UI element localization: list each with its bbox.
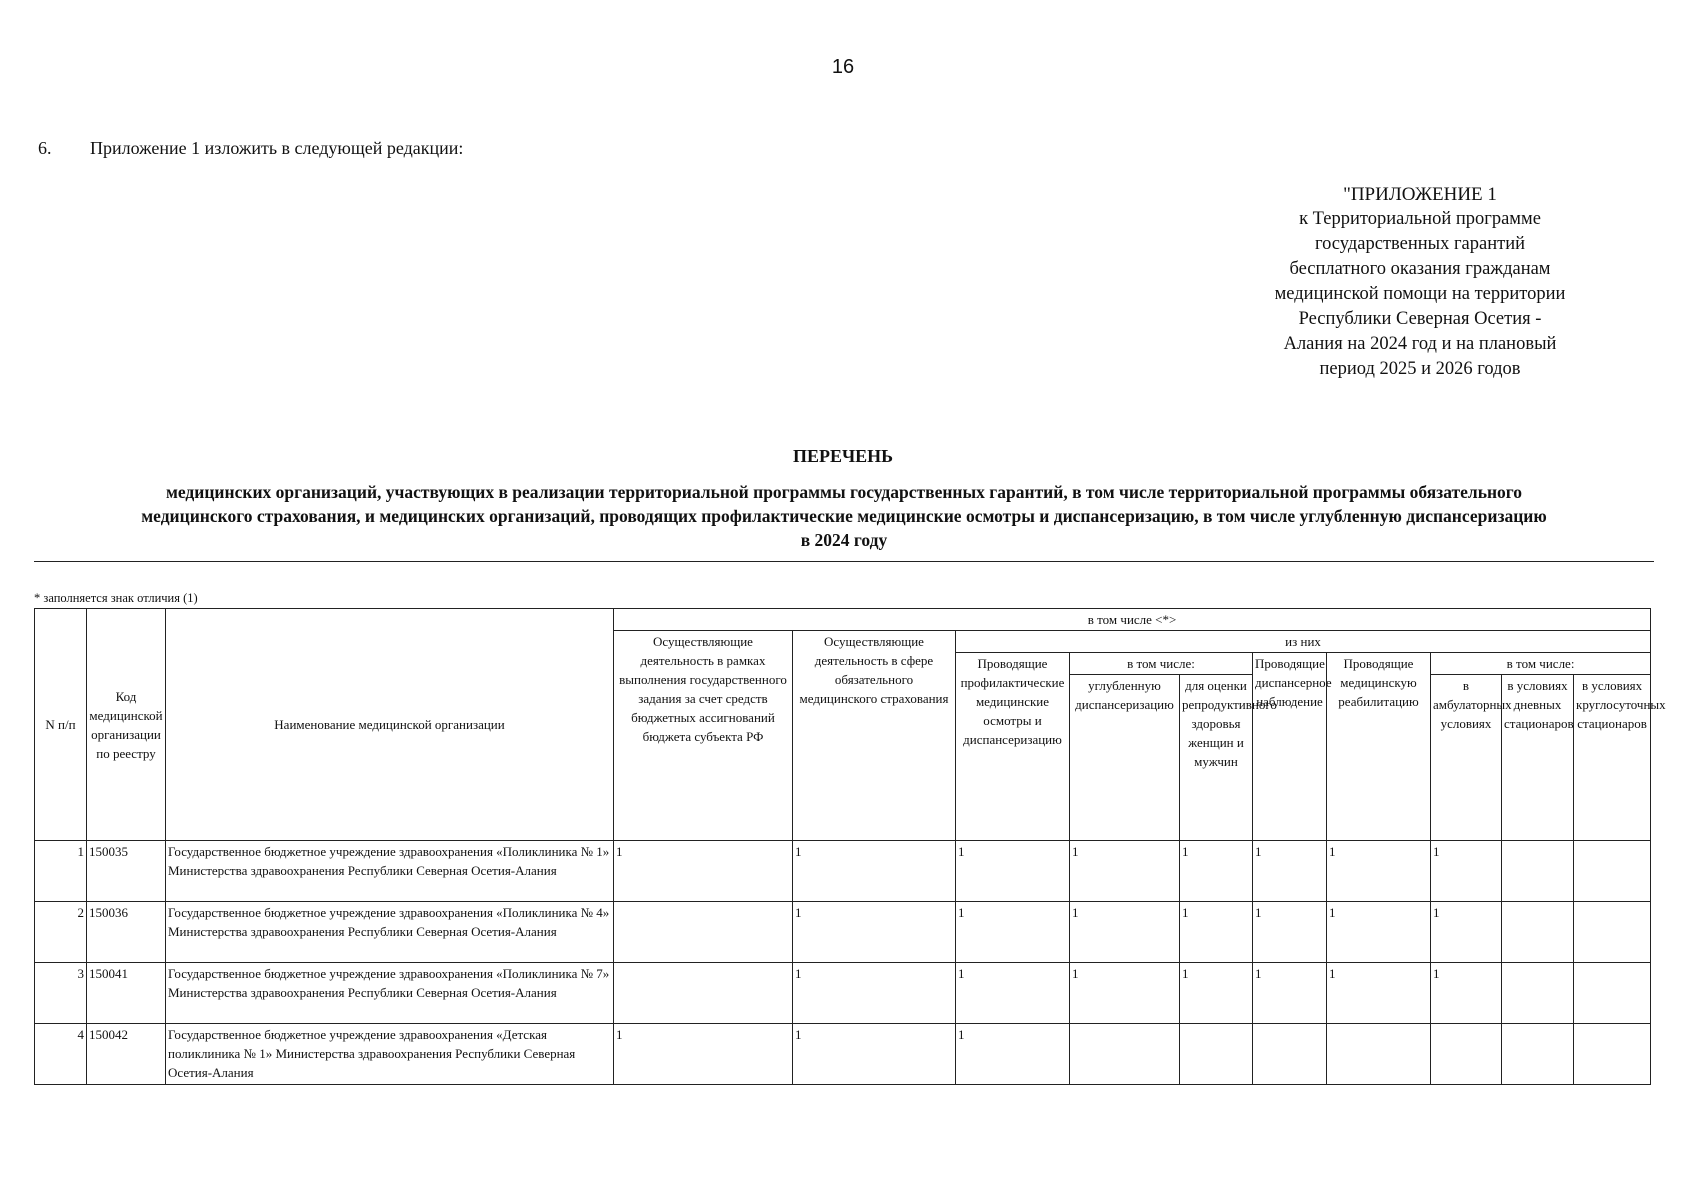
row-deep: 1 xyxy=(1070,841,1180,902)
row-budget: 1 xyxy=(614,1024,793,1085)
table-row xyxy=(35,963,1651,1024)
appendix-line: медицинской помощи на территории xyxy=(1274,284,1566,304)
header-ambul: в амбулаторных условиях xyxy=(1431,675,1502,841)
header-incl-b: в том числе: xyxy=(1431,653,1651,675)
row-round xyxy=(1574,841,1651,902)
row-deep: 1 xyxy=(1070,902,1180,963)
subtitle-line: медицинских организаций, участвующих в реализации территориальной программы государственных гарантий, в том числе территориальной программы обязательного xyxy=(165,482,1523,502)
divider xyxy=(34,561,1654,562)
subtitle-line: медицинского страхования, и медицинских организаций, проводящих профилактические медицинские осмотры и диспансеризацию, в том числе углубленную диспансеризацию xyxy=(141,506,1547,526)
row-repro: 1 xyxy=(1180,902,1253,963)
row-rehab: 1 xyxy=(1327,841,1431,902)
instruction xyxy=(38,138,463,159)
list-title: ПЕРЕЧЕНЬ xyxy=(792,446,894,466)
header-day: в условиях дневных стационаров xyxy=(1502,675,1574,841)
appendix-heading: "ПРИЛОЖЕНИЕ 1 xyxy=(1343,184,1497,205)
row-ambul: 1 xyxy=(1431,963,1502,1024)
row-prof: 1 xyxy=(956,963,1070,1024)
row-rehab: 1 xyxy=(1327,902,1431,963)
row-oms: 1 xyxy=(793,902,956,963)
row-repro xyxy=(1180,1024,1253,1085)
footnote: * заполняется знак отличия (1) xyxy=(34,591,198,605)
row-num: 4 xyxy=(35,1024,87,1085)
row-disp-obs: 1 xyxy=(1253,841,1327,902)
row-ambul: 1 xyxy=(1431,902,1502,963)
row-num: 3 xyxy=(35,963,87,1024)
row-ambul xyxy=(1431,1024,1502,1085)
row-day xyxy=(1502,1024,1574,1085)
row-oms: 1 xyxy=(793,963,956,1024)
header-of-them: из них xyxy=(956,631,1651,653)
list-subtitle xyxy=(34,480,1654,552)
row-budget xyxy=(614,902,793,963)
row-code: 150036 xyxy=(87,902,166,963)
header-round: в условиях круглосуточных стационаров xyxy=(1574,675,1651,841)
appendix-line: период 2025 и 2026 годов xyxy=(1319,359,1521,379)
header-repro: для оценки репродуктивного здоровья женщин и мужчин xyxy=(1180,675,1253,841)
row-num: 2 xyxy=(35,902,87,963)
header-budget: Осуществляющие деятельность в рамках выполнения государственного задания за счет средств бюджетных ассигнований бюджета субъекта РФ xyxy=(614,631,793,841)
row-deep: 1 xyxy=(1070,963,1180,1024)
header-prof: Проводящие профилактические медицинские осмотры и диспансеризацию xyxy=(956,653,1070,841)
row-round xyxy=(1574,902,1651,963)
header-disp-obs: Проводящие диспансерное наблюдение xyxy=(1253,653,1327,841)
row-name: Государственное бюджетное учреждение здравоохранения «Детская поликлиника № 1» Министерства здравоохранения Республики Северная Осетия-Алания xyxy=(166,1024,614,1085)
table-row xyxy=(35,841,1651,902)
row-budget xyxy=(614,963,793,1024)
instruction-text: Приложение 1 изложить в следующей редакции: xyxy=(90,138,464,158)
header-deep: углубленную диспансеризацию xyxy=(1070,675,1180,841)
header-name: Наименование медицинской организации xyxy=(166,609,614,841)
instruction-number: 6. xyxy=(38,138,52,158)
row-rehab: 1 xyxy=(1327,963,1431,1024)
header-including: в том числе <*> xyxy=(614,609,1651,631)
row-day xyxy=(1502,902,1574,963)
row-name: Государственное бюджетное учреждение здравоохранения «Поликлиника № 7» Министерства здравоохранения Республики Северная Осетия-Алания xyxy=(166,963,614,1024)
row-code: 150042 xyxy=(87,1024,166,1085)
appendix-block xyxy=(1235,182,1605,382)
row-repro: 1 xyxy=(1180,841,1253,902)
row-prof: 1 xyxy=(956,902,1070,963)
page-number: 16 xyxy=(831,56,855,78)
row-oms: 1 xyxy=(793,1024,956,1085)
header-num: N п/п xyxy=(35,609,87,841)
row-round xyxy=(1574,963,1651,1024)
appendix-line: к Территориальной программе xyxy=(1299,209,1541,229)
table-row xyxy=(35,1024,1651,1085)
row-prof: 1 xyxy=(956,841,1070,902)
row-day xyxy=(1502,841,1574,902)
row-prof: 1 xyxy=(956,1024,1070,1085)
row-repro: 1 xyxy=(1180,963,1253,1024)
table-row xyxy=(35,902,1651,963)
row-disp-obs: 1 xyxy=(1253,902,1327,963)
row-disp-obs: 1 xyxy=(1253,963,1327,1024)
row-name: Государственное бюджетное учреждение здравоохранения «Поликлиника № 1» Министерства здравоохранения Республики Северная Осетия-Алания xyxy=(166,841,614,902)
row-round xyxy=(1574,1024,1651,1085)
row-code: 150041 xyxy=(87,963,166,1024)
header-oms: Осуществляющие деятельность в сфере обязательного медицинского страхования xyxy=(793,631,956,841)
appendix-line: государственных гарантий xyxy=(1314,234,1526,254)
header-incl-a: в том числе: xyxy=(1070,653,1253,675)
row-num: 1 xyxy=(35,841,87,902)
header-code: Код медицинской организации по реестру xyxy=(87,609,166,841)
row-oms: 1 xyxy=(793,841,956,902)
row-deep xyxy=(1070,1024,1180,1085)
row-name: Государственное бюджетное учреждение здравоохранения «Поликлиника № 4» Министерства здравоохранения Республики Северная Осетия-Алания xyxy=(166,902,614,963)
appendix-line: бесплатного оказания гражданам xyxy=(1289,259,1551,279)
row-budget: 1 xyxy=(614,841,793,902)
row-disp-obs xyxy=(1253,1024,1327,1085)
row-rehab xyxy=(1327,1024,1431,1085)
subtitle-line: в 2024 году xyxy=(800,530,888,550)
appendix-line: Республики Северная Осетия - xyxy=(1298,309,1542,329)
row-day xyxy=(1502,963,1574,1024)
header-rehab: Проводящие медицинскую реабилитацию xyxy=(1327,653,1431,841)
appendix-line: Алания на 2024 год и на плановый xyxy=(1283,334,1557,354)
row-code: 150035 xyxy=(87,841,166,902)
row-ambul: 1 xyxy=(1431,841,1502,902)
organizations-table xyxy=(34,608,1666,1085)
